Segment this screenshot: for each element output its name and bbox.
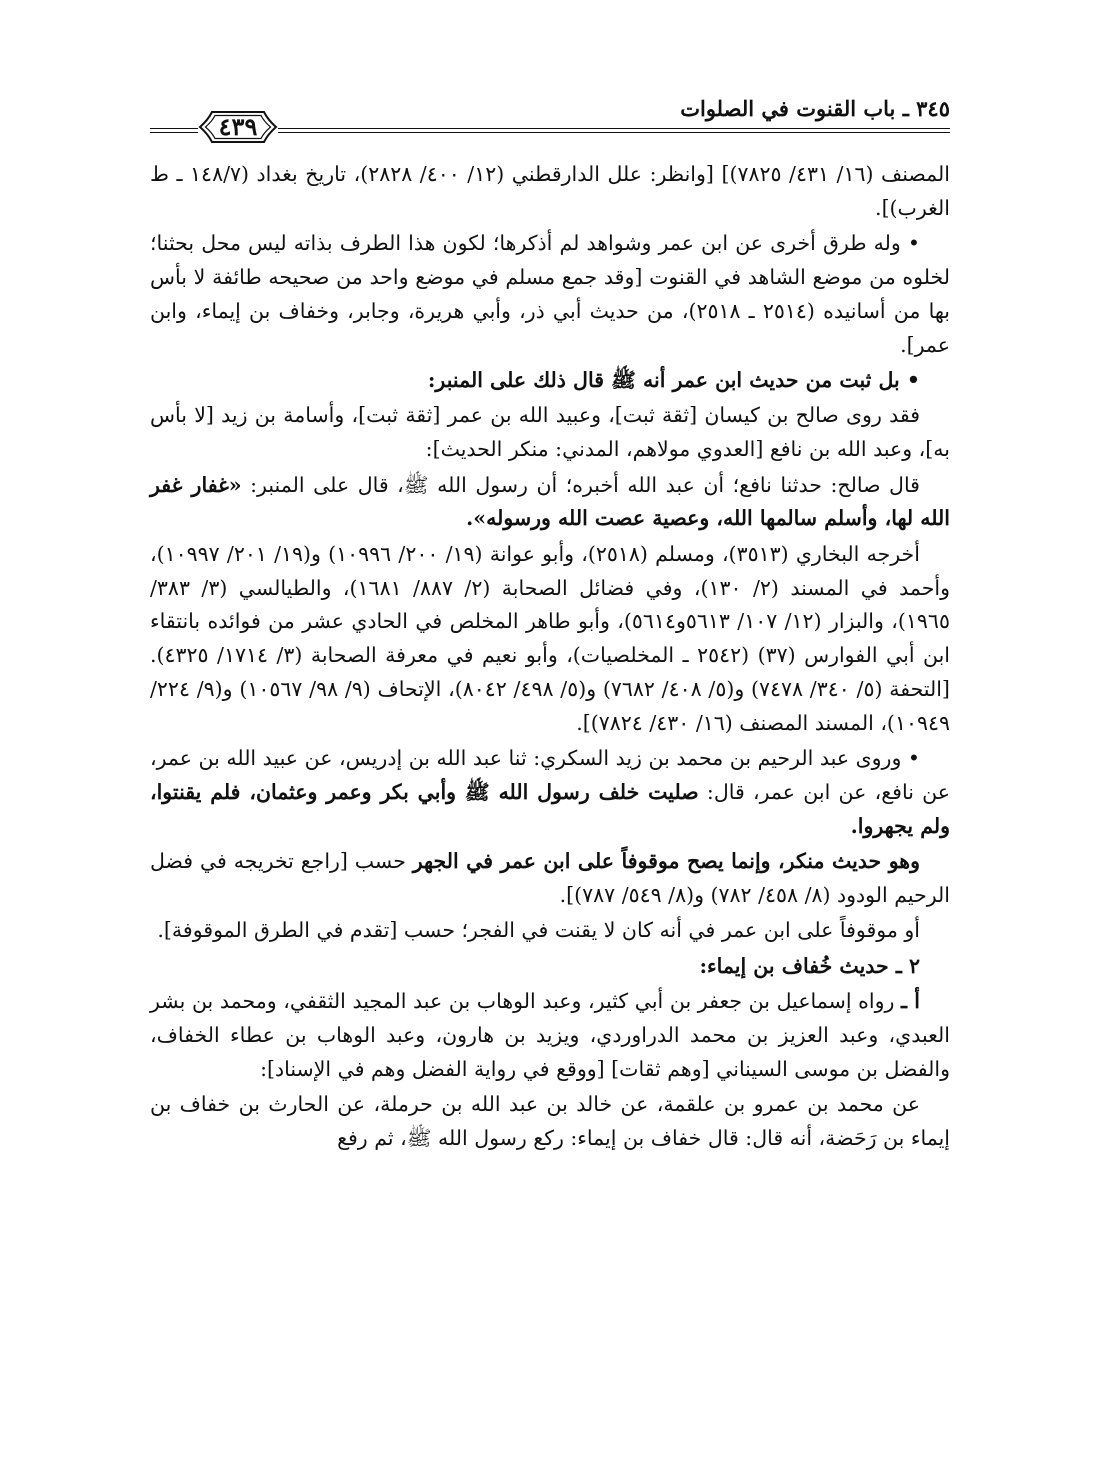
paragraph [150,985,950,1086]
paragraph [150,469,950,537]
paragraph [150,845,950,913]
bold-text-run: أ ـ [901,989,920,1014]
text-run: المصنف (١٦/ ٤٣١/ ٧٨٢٥)] [وانظر: علل الدارقطني (١٢/ ٤٠٠/ ٢٨٢٨)، تاريخ بغداد (١٤٨/٧ ـ ط الغرب)]. [150,162,950,220]
paragraph [150,538,950,741]
text-run: رواه إسماعيل بن جعفر بن أبي كثير، وعبد الوهاب بن عبد المجيد الثقفي، ومحمد بن بشر العبدي، وعبد العزيز بن محمد الدراوردي، ويزيد بن هارون، وعبد الوهاب بن عطاء الخفاف، والفضل بن موسى السيناني [وهم ثقات] [ووقع في رواية الفضل وهم في الإسناد]: [150,989,950,1081]
header-rule-right [278,128,950,133]
paragraph [150,1088,950,1156]
bold-text-run: «غفار غفر الله لها، وأسلم سالمها الله، وعصية عصت الله ورسوله». [150,472,950,531]
page-body [150,158,950,1157]
text-run: أخرجه البخاري (٣٥١٣)، ومسلم (٢٥١٨)، وأبو عوانة (١٩/ ٢٠٠/ ١٠٩٩٦) و(١٩/ ٢٠١/ ١٠٩٩٧)، وأحمد في المسند (٢/ ١٣٠)، وفي فضائل الصحابة (٢/ ٨٨٧/ ١٦٨١)، والطيالسي (٣/ ٣٨٣/ ١٩٦٥)، والبزار (١٢/ ١٠٧/ ٥٦١٣و٥٦١٤)، وأبو طاهر المخلص في الحادي عشر من فوائده بانتقاء ابن أبي الفوارس (٣٧) (٢٥٤٢ ـ المخلصيات)، وأبو نعيم في معرفة الصحابة (٣/ ١٧١٤/ ٤٣٢٥). [التحفة (٥/ ٣٤٠/ ٧٤٧٨) و(٥/ ٤٠٨/ ٧٦٨٢) و(٥/ ٤٩٨/ ٨٠٤٢)، الإتحاف (٩/ ٩٨/ ١٠٥٦٧) و(٩/ ٢٢٤/ ١٠٩٤٩)، المسند المصنف (١٦/ ٤٣٠/ ٧٨٢٤)]. [150,541,951,735]
chapter-title: ٣٤٥ ـ باب القنوت في الصلوات [680,96,950,121]
text-run: فقد روى صالح بن كيسان [ثقة ثبت]، وعبيد الله بن عمر [ثقة ثبت]، وأسامة بن زيد [لا بأس به]، وعبد الله بن نافع [العدوي مولاهم، المدني: منكر الحديث]: [150,403,950,462]
page-number: ٤٣٩ [218,112,258,141]
paragraph [150,742,950,843]
header-rule-left [150,128,198,133]
text-run: • وله طرق أخرى عن ابن عمر وشواهد لم أذكرها؛ لكون هذا الطرف بذاته ليس محل بحثنا؛ لخلوه من موضع الشاهد في القنوت [وقد جمع مسلم في موضع واحد من صحيحه طائفة لا بأس بها من أسانيده (٢٥١٤ ـ ٢٥١٨)، من حديث أبي ذر، وأبي هريرة، وجابر، وخفاف بن إيماء، وابن عمر]. [150,231,950,357]
text-run: عن محمد بن عمرو بن علقمة، عن خالد بن عبد الله بن حرملة، عن الحارث بن خفاف بن إيماء بن رَحَضة، أنه قال: قال خفاف بن إيماء: ركع رسول الله ﷺ، ثم رفع [150,1092,950,1150]
text-run: • وروى عبد الرحيم بن محمد بن زيد السكري: ثنا عبد الله بن إدريس، عن عبيد الله بن عمر، عن نافع، عن ابن عمر، قال: [150,746,950,804]
bold-text-run: صليت خلف رسول الله ﷺ وأبي بكر وعمر وعثمان، فلم يقنتوا، ولم يجهروا. [150,779,950,838]
bold-text-run: • بل ثبت من حديث ابن عمر أنه ﷺ قال ذلك على المنبر: [427,367,920,392]
paragraph [150,950,950,984]
paragraph [150,158,950,226]
paragraph [150,399,950,467]
text-run: أو موقوفاً على ابن عمر في أنه كان لا يقنت في الفجر؛ حسب [تقدم في الطرق الموقوفة]. [157,918,920,943]
paragraph [150,364,950,398]
page-header [150,92,950,142]
bold-text-run: وهو حديث منكر، وإنما يصح موقوفاً على ابن عمر في الجهر [412,849,920,874]
paragraph [150,227,950,362]
page-number-badge [198,106,278,148]
bold-text-run: ٢ ـ حديث خُفاف بن إيماء: [699,953,920,978]
text-run: قال صالح: حدثنا نافع؛ أن عبد الله أخبره؛ أن رسول الله ﷺ، قال على المنبر: [241,472,920,497]
paragraph [150,914,950,948]
text-run: حسب [راجع تخريجه في فضل الرحيم الودود (٨/ ٤٥٨/ ٧٨٢) و(٨/ ٥٤٩/ ٧٨٧)]. [150,849,950,907]
